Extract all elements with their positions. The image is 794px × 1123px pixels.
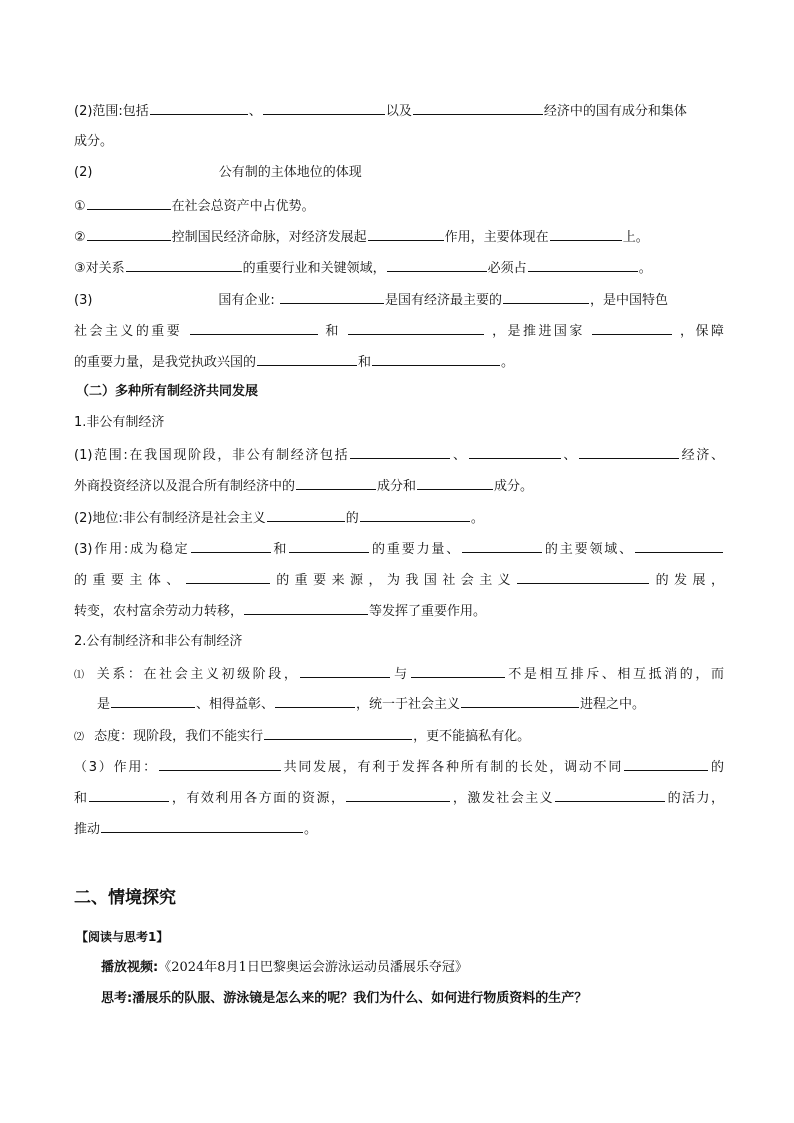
item-number: (2) [74, 165, 93, 180]
blank[interactable] [503, 290, 589, 304]
soe-line-1 [74, 290, 724, 311]
text: 、 [561, 448, 578, 463]
text: 转变，农村富余劳动力转移， [74, 604, 244, 619]
text: 的发展， [650, 573, 724, 588]
text: 和 [325, 324, 341, 339]
np-role-line-3 [74, 601, 724, 622]
text: 、 [248, 104, 262, 119]
blank[interactable] [346, 788, 450, 802]
blank[interactable] [186, 570, 270, 584]
text: 的重要主体、 [74, 573, 185, 588]
video-label: 播放视频: [101, 960, 159, 975]
blank[interactable] [87, 227, 171, 241]
attitude-line [74, 726, 724, 748]
text: (3)作用:成为稳定 [74, 542, 190, 557]
text: 不是相互排斥、相互抵消的，而 [505, 667, 724, 682]
effect-line-2 [74, 788, 724, 809]
text: 。 [501, 355, 515, 370]
blank[interactable] [411, 664, 505, 678]
np-status-line [74, 508, 724, 529]
heading-text: 公有制的主体地位的体现 [218, 165, 362, 180]
text: （3）作用： [74, 760, 158, 775]
blank[interactable] [275, 694, 355, 708]
blank[interactable] [360, 508, 470, 522]
np-role-line-2 [74, 570, 724, 591]
blank[interactable] [300, 664, 390, 678]
text: 等发挥了重要作用。 [369, 604, 487, 619]
blank[interactable] [87, 196, 171, 210]
blank[interactable] [350, 445, 450, 459]
video-line [101, 958, 468, 978]
text: 成分。 [74, 134, 114, 149]
text: 是 [97, 697, 111, 712]
blank[interactable] [528, 258, 638, 272]
blank[interactable] [111, 694, 195, 708]
text: 经济、 [680, 448, 724, 463]
text: 必须占 [487, 261, 527, 276]
text: 、相得益彰、 [196, 697, 275, 712]
text: 的重要来源，为我国社会主义 [270, 573, 517, 588]
text: ，统一于社会主义 [356, 697, 461, 712]
text: 国有企业: [218, 293, 275, 308]
text: 、 [451, 448, 468, 463]
text: 经济中的国有成分和集体 [543, 104, 687, 119]
read-think-label: 【阅读与思考1】 [76, 930, 169, 944]
text: 推动 [74, 822, 101, 837]
blank[interactable] [461, 694, 579, 708]
text: 。 [470, 511, 484, 526]
text: 。 [304, 822, 318, 837]
marker: ① [74, 199, 86, 214]
blank[interactable] [387, 258, 487, 272]
text: 态度：现阶段，我们不能实行 [94, 729, 264, 744]
text: 进程之中。 [580, 697, 646, 712]
blank[interactable] [579, 445, 679, 459]
blank[interactable] [257, 352, 357, 366]
np-role-line-1 [74, 539, 724, 560]
blank[interactable] [469, 445, 561, 459]
blank[interactable] [89, 788, 169, 802]
section-title: （二）多种所有制经济共同发展 [76, 384, 259, 399]
blank[interactable] [190, 321, 318, 335]
marker: ⑴ [74, 670, 84, 681]
main-status-heading [74, 163, 724, 183]
scope-line-2 [74, 132, 724, 152]
part-title: 二、情境探究 [74, 888, 176, 908]
text: 与 [391, 667, 410, 682]
text: 外商投资经济以及混合所有制经济中的 [74, 479, 296, 494]
text: 和 [74, 791, 89, 806]
text: 上。 [622, 230, 649, 245]
text: 共同发展，有利于发挥各种所有制的长处，调动不同 [281, 760, 624, 775]
video-title: 《2024年8月1日巴黎奥运会游泳运动员潘展乐夺冠》 [158, 960, 468, 975]
blank[interactable] [289, 539, 369, 553]
soe-line-2 [74, 321, 724, 342]
text: 的活力， [666, 791, 724, 806]
blank[interactable] [555, 788, 665, 802]
text: ③对关系 [74, 261, 125, 276]
text: (2)地位:非公有制经济是社会主义 [74, 511, 266, 526]
text: 。 [638, 261, 652, 276]
text: (2)范围:包括 [74, 104, 149, 119]
text: 成分。 [494, 479, 534, 494]
blank[interactable] [267, 508, 345, 522]
blank[interactable] [150, 101, 248, 115]
text: 控制国民经济命脉，对经济发展起 [171, 230, 367, 245]
text: 的主要领域、 [543, 542, 634, 557]
np-scope-line-2 [74, 476, 724, 497]
blank[interactable] [368, 227, 444, 241]
blank[interactable] [263, 101, 385, 115]
np-scope-line-1 [74, 445, 724, 466]
text: 关系：在社会主义初级阶段， [96, 667, 300, 682]
text: ，是推进国家 [492, 324, 585, 339]
text: ，激发社会主义 [451, 791, 555, 806]
point-1 [74, 196, 724, 217]
text: 是国有经济最主要的 [384, 293, 502, 308]
text: 作用，主要体现在 [444, 230, 549, 245]
blank[interactable] [550, 227, 622, 241]
blank[interactable] [296, 476, 376, 490]
text: 和 [271, 542, 289, 557]
blank[interactable] [592, 321, 672, 335]
blank[interactable] [348, 321, 484, 335]
item-number: (3) [74, 293, 93, 308]
text: ，是中国特色 [589, 293, 668, 308]
text: 的 [345, 511, 359, 526]
point-2 [74, 227, 724, 248]
blank[interactable] [417, 476, 493, 490]
relation-line-1 [74, 664, 724, 686]
blank[interactable] [126, 258, 242, 272]
relation-line-2 [97, 694, 645, 715]
scope-line [74, 101, 724, 122]
soe-line-3 [74, 352, 724, 373]
text: ，更不能搞私有化。 [413, 729, 531, 744]
text: (1)范围:在我国现阶段，非公有制经济包括 [74, 448, 350, 463]
text: 以及 [385, 104, 412, 119]
subheading-relationship: 2.公有制经济和非公有制经济 [74, 634, 243, 649]
text: 的重要力量、 [370, 542, 462, 557]
think-label: 思考: [101, 991, 133, 1006]
text: 在社会总资产中占优势。 [171, 199, 315, 214]
blank[interactable] [517, 570, 649, 584]
blank[interactable] [101, 819, 303, 833]
blank[interactable] [159, 757, 281, 771]
blank[interactable] [624, 757, 708, 771]
text: 和 [358, 355, 372, 370]
blank[interactable] [413, 101, 543, 115]
effect-line-3 [74, 819, 724, 840]
point-3 [74, 258, 724, 279]
marker: ② [74, 230, 86, 245]
text: 的重要行业和关键领域， [242, 261, 386, 276]
blank[interactable] [635, 539, 723, 553]
subheading-non-public: 1.非公有制经济 [74, 415, 165, 430]
text: 的 [709, 760, 724, 775]
blank[interactable] [280, 290, 384, 304]
think-question: 潘展乐的队服、游泳镜是怎么来的呢？我们为什么、如何进行物质资料的生产？ [132, 991, 588, 1006]
text: 成分和 [377, 479, 417, 494]
text: 社会主义的重要 [74, 324, 183, 339]
blank[interactable] [462, 539, 542, 553]
blank[interactable] [372, 352, 500, 366]
text: ，有效利用各方面的资源， [170, 791, 346, 806]
blank[interactable] [264, 726, 412, 740]
marker: ⑵ [74, 732, 84, 743]
blank[interactable] [244, 601, 368, 615]
think-line [101, 989, 587, 1009]
effect-line-1 [74, 757, 724, 778]
text: ，保障 [680, 324, 724, 339]
text: 的重要力量，是我党执政兴国的 [74, 355, 257, 370]
blank[interactable] [191, 539, 271, 553]
